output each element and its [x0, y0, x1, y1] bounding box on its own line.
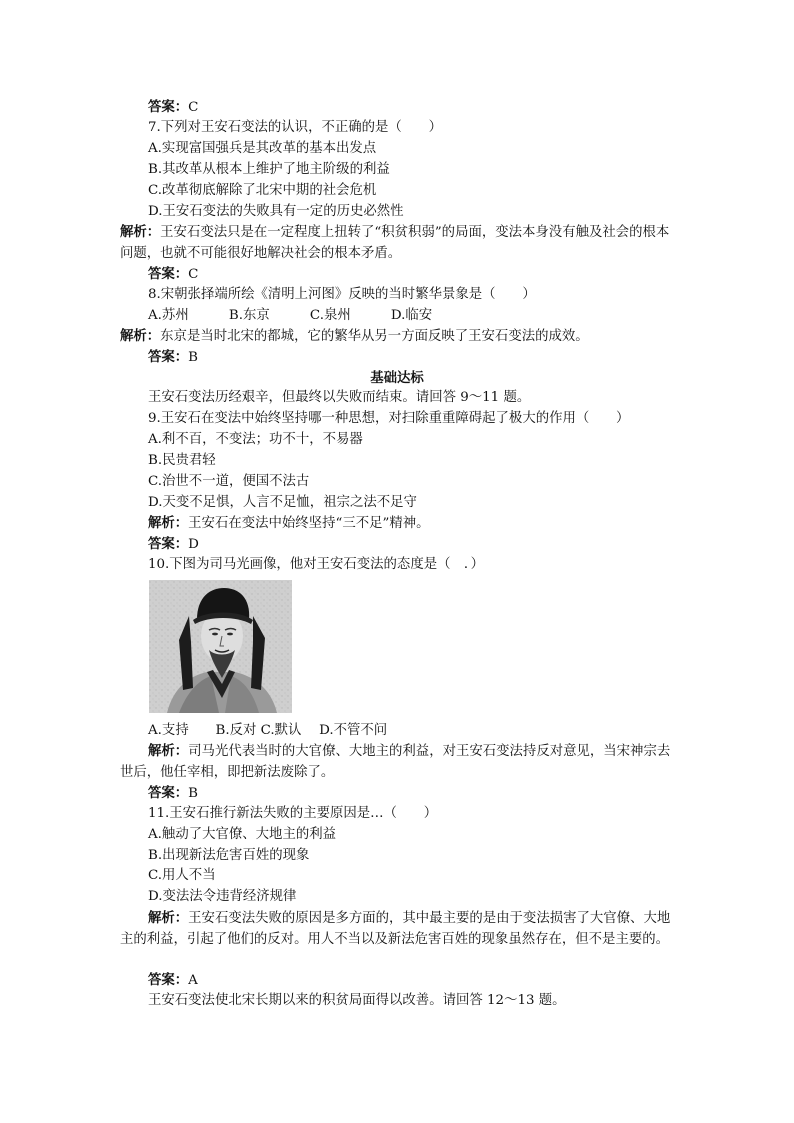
- section-title: 基础达标: [370, 370, 424, 386]
- explanation-8: 解析：东京是当时北宋的都城，它的繁华从另一方面反映了王安石变法的成效。: [120, 328, 589, 344]
- explanation-7: 解析：王安石变法只是在一定程度上扭转了“积贫积弱”的局面，变法本身没有触及社会的根本问题，也就不可能很好地解决社会的根本矛盾。: [120, 224, 670, 261]
- intro-questions-12-13: 王安石变法使北宋长期以来的积贫局面得以改善。请回答 12～13 题。: [148, 993, 566, 1008]
- question-11-option-d: D.变法法令违背经济规律: [148, 889, 297, 904]
- question-11-option-c: C.用人不当: [148, 868, 216, 883]
- question-7: 7.下列对王安石变法的认识，不正确的是（ ）: [148, 120, 442, 135]
- question-8-options: A.苏州 B.东京 C.泉州 D.临安: [148, 308, 433, 323]
- question-9-option-d: D.天变不足惧，人言不足恤，祖宗之法不足守: [148, 495, 417, 510]
- question-11-option-b: B.出现新法危害百姓的现象: [148, 848, 310, 863]
- explanation-10: 解析：司马光代表当时的大官僚、大地主的利益，对王安石变法持反对意见，当宋神宗去世后，他任宰相，即把新法废除了。: [120, 743, 671, 780]
- question-9-option-b: B.民贵君轻: [148, 453, 216, 468]
- question-9-option-a: A.利不百，不变法；功不十，不易器: [148, 432, 363, 447]
- answer-10: 答案：B: [148, 785, 199, 801]
- intro-questions-9-11: 王安石变法历经艰辛，但最终以失败而结束。请回答 9～11 题。: [148, 390, 531, 405]
- explanation-11: 解析：王安石变法失败的原因是多方面的，其中最主要的是由于变法损害了大官僚、大地主的利益，引起了他们的反对。用人不当以及新法危害百姓的现象虽然存在，但不是主要的。: [120, 910, 671, 947]
- question-7-option-b: B.其改革从根本上维护了地主阶级的利益: [148, 162, 390, 177]
- question-7-option-d: D.王安石变法的失败具有一定的历史必然性: [148, 204, 404, 219]
- answer-7: 答案：C: [148, 266, 199, 282]
- answer-11: 答案：A: [148, 972, 198, 988]
- answer-9: 答案：D: [148, 536, 199, 552]
- question-9: 9.王安石在变法中始终坚持哪一种思想，对扫除重重障碍起了极大的作用（ ）: [148, 411, 630, 426]
- question-7-option-a: A.实现富国强兵是其改革的基本出发点: [148, 141, 377, 156]
- question-10-options: A.支持 B.反对 C.默认 D.不管不问: [148, 723, 388, 738]
- question-11: 11.王安石推行新法失败的主要原因是…（ ）: [148, 806, 438, 821]
- answer-8: 答案：B: [148, 349, 199, 365]
- answer-6: 答案：C: [148, 99, 199, 115]
- sima-guang-portrait: [149, 580, 292, 713]
- question-9-option-c: C.治世不一道，便国不法古: [148, 474, 310, 489]
- question-10: 10.下图为司马光画像，他对王安石变法的态度是（ ．）: [148, 557, 484, 572]
- question-8: 8.宋朝张择端所绘《清明上河图》反映的当时繁华景象是（ ）: [148, 287, 536, 302]
- explanation-9: 解析：王安石在变法中始终坚持“三不足”精神。: [148, 515, 430, 531]
- question-11-option-a: A.触动了大官僚、大地主的利益: [148, 827, 337, 842]
- question-7-option-c: C.改革彻底解除了北宋中期的社会危机: [148, 183, 377, 198]
